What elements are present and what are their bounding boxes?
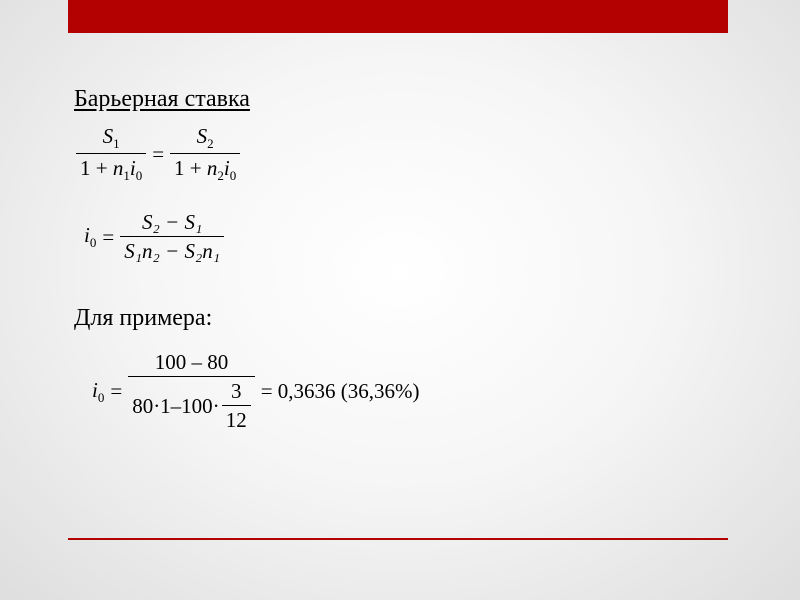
left-fraction: $\frac{S_1}{1 + n_1i_0}$ xyxy=(76,126,146,182)
barrier-rate-heading: Барьерная ставка xyxy=(74,86,250,112)
example-heading: Для примера: xyxy=(74,305,213,331)
top-accent-bar xyxy=(68,0,728,33)
three-twelfths-fraction: $\frac{3}{12}$ xyxy=(222,381,251,431)
equality-formula xyxy=(76,126,240,182)
barrier-rate-formula: $i_0$ = $\frac{\text{S₂ − S₁}}{\text{S₁n₂ − S₂n₁}}$ xyxy=(84,212,224,262)
example-fraction: 100 – 80 80·1–100· $\frac{3}{12}$ xyxy=(128,352,255,431)
equals-sign: = xyxy=(152,141,165,166)
example-formula: $i_0$ = 100 – 80 80·1–100· $\frac{3}{12}$ = 0,3636 (36,36%) xyxy=(92,350,420,432)
right-fraction: $\frac{S_2}{1 + n_2i_0}$ xyxy=(170,126,240,182)
rate-fraction: $\frac{\text{S₂ − S₁}}{\text{S₁n₂ − S₂n₁}}$ xyxy=(120,212,224,262)
bottom-accent-line xyxy=(68,538,728,540)
example-result: = 0,3636 (36,36%) xyxy=(260,379,420,403)
